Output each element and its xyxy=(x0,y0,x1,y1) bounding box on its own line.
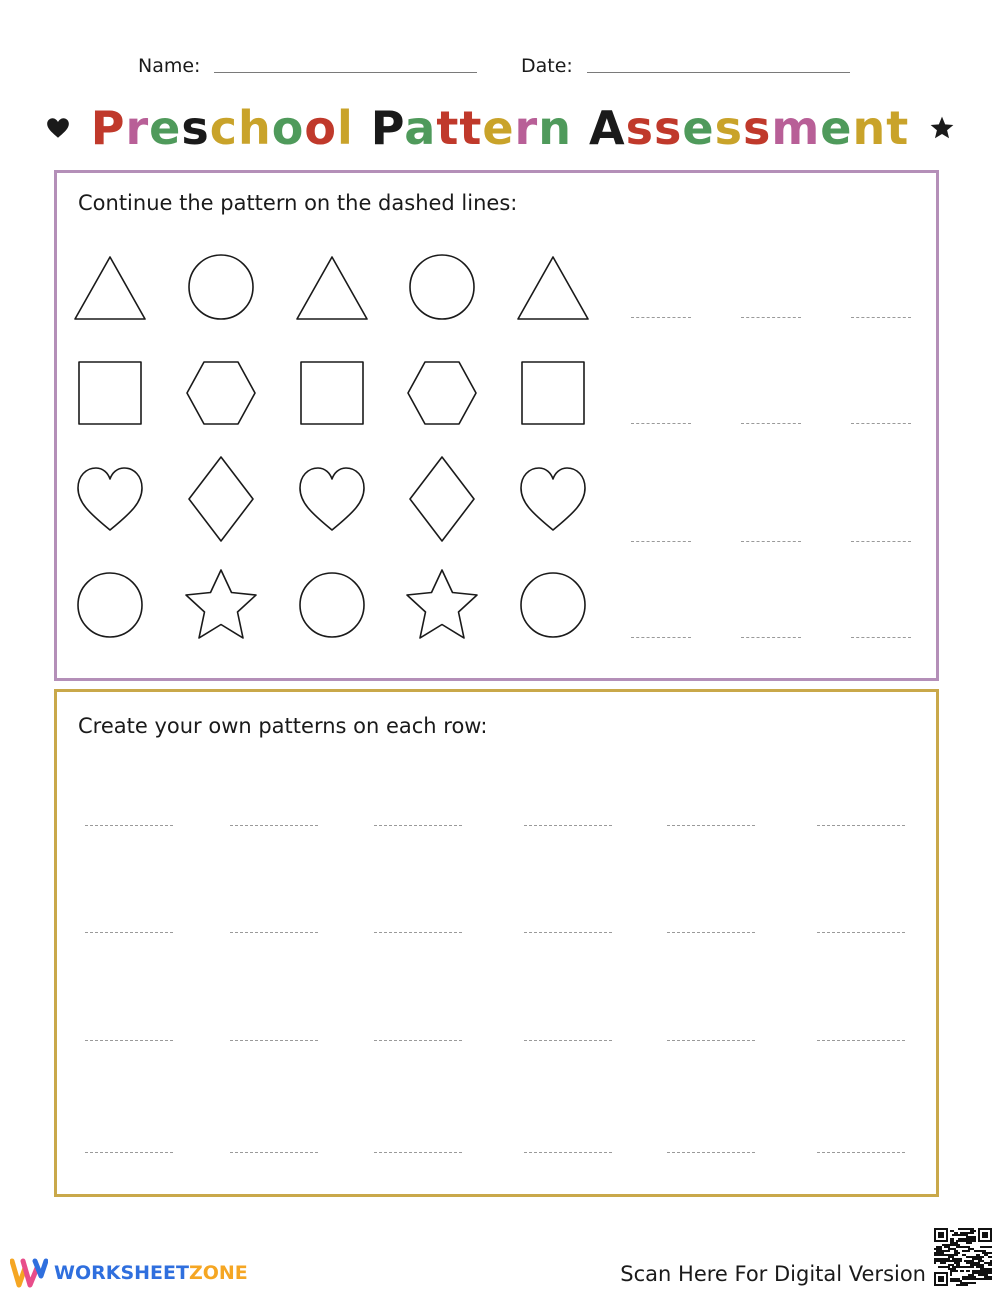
triangle-shape xyxy=(296,253,368,321)
title-letter: c xyxy=(209,101,239,155)
title-letter: n xyxy=(852,101,887,155)
logo-worksheet-text: WORKSHEET xyxy=(54,1262,189,1284)
answer-blank[interactable] xyxy=(631,637,691,638)
create-blank[interactable] xyxy=(374,1040,462,1041)
star-icon xyxy=(929,115,955,141)
heart-shape xyxy=(517,464,589,534)
answer-blank[interactable] xyxy=(741,423,801,424)
title-letter: a xyxy=(404,101,437,155)
title-row xyxy=(0,96,1000,160)
title-letter: P xyxy=(90,101,126,155)
create-blank[interactable] xyxy=(524,1152,612,1153)
create-blank[interactable] xyxy=(524,825,612,826)
create-blank[interactable] xyxy=(230,932,318,933)
circle-shape xyxy=(185,251,257,323)
hexagon-shape xyxy=(406,357,478,429)
create-blank[interactable] xyxy=(85,932,173,933)
title-letter xyxy=(354,101,371,155)
create-blank[interactable] xyxy=(524,1040,612,1041)
title-letter: m xyxy=(771,101,821,155)
title-letter: e xyxy=(682,101,715,155)
title-letter: l xyxy=(337,101,354,155)
title-letter: s xyxy=(714,101,743,155)
create-blank[interactable] xyxy=(374,1152,462,1153)
create-blank[interactable] xyxy=(817,1152,905,1153)
title-letter: e xyxy=(482,101,515,155)
create-blank[interactable] xyxy=(85,1152,173,1153)
answer-blank[interactable] xyxy=(741,637,801,638)
create-blank[interactable] xyxy=(85,825,173,826)
page-title xyxy=(91,101,910,155)
title-letter: r xyxy=(125,101,150,155)
heart-shape xyxy=(296,464,368,534)
heart-icon xyxy=(45,115,71,141)
diamond-shape xyxy=(406,455,478,543)
square-shape xyxy=(74,357,146,429)
qr-code-icon[interactable] xyxy=(934,1228,992,1286)
create-blank[interactable] xyxy=(817,932,905,933)
answer-blank[interactable] xyxy=(631,423,691,424)
create-blank[interactable] xyxy=(374,932,462,933)
pattern-create-panel xyxy=(54,689,939,1197)
date-field[interactable] xyxy=(587,72,850,73)
star-shape xyxy=(185,568,257,642)
answer-blank[interactable] xyxy=(851,637,911,638)
title-letter xyxy=(572,101,589,155)
section2-heading: Create your own patterns on each row: xyxy=(78,714,488,738)
section1-heading: Continue the pattern on the dashed lines: xyxy=(78,191,518,215)
create-blank[interactable] xyxy=(230,1040,318,1041)
logo-w-icon xyxy=(10,1258,48,1288)
create-blank[interactable] xyxy=(374,825,462,826)
title-letter: o xyxy=(271,101,305,155)
answer-blank[interactable] xyxy=(741,317,801,318)
logo-zone-text: ZONE xyxy=(188,1262,248,1284)
title-letter: t xyxy=(886,101,910,155)
triangle-shape xyxy=(517,253,589,321)
create-blank[interactable] xyxy=(667,932,755,933)
name-field[interactable] xyxy=(214,72,477,73)
star-shape xyxy=(406,568,478,642)
create-blank[interactable] xyxy=(667,1152,755,1153)
title-letter: e xyxy=(149,101,182,155)
title-letter: t xyxy=(436,101,460,155)
title-letter: s xyxy=(625,101,654,155)
title-letter: s xyxy=(742,101,772,155)
title-letter: h xyxy=(238,101,272,155)
scan-caption: Scan Here For Digital Version xyxy=(620,1262,926,1286)
circle-shape xyxy=(517,569,589,641)
date-label: Date: xyxy=(521,55,573,77)
title-letter: s xyxy=(653,101,683,155)
heart-shape xyxy=(74,464,146,534)
create-blank[interactable] xyxy=(817,825,905,826)
answer-blank[interactable] xyxy=(631,541,691,542)
diamond-shape xyxy=(185,455,257,543)
answer-blank[interactable] xyxy=(851,317,911,318)
answer-blank[interactable] xyxy=(631,317,691,318)
circle-shape xyxy=(74,569,146,641)
circle-shape xyxy=(406,251,478,323)
answer-blank[interactable] xyxy=(741,541,801,542)
title-letter: A xyxy=(588,101,626,155)
title-letter: n xyxy=(538,101,572,155)
title-letter: e xyxy=(820,101,853,155)
create-blank[interactable] xyxy=(667,1040,755,1041)
create-blank[interactable] xyxy=(230,825,318,826)
triangle-shape xyxy=(74,253,146,321)
create-blank[interactable] xyxy=(524,932,612,933)
hexagon-shape xyxy=(185,357,257,429)
create-blank[interactable] xyxy=(230,1152,318,1153)
title-letter: s xyxy=(181,101,210,155)
square-shape xyxy=(517,357,589,429)
square-shape xyxy=(296,357,368,429)
create-blank[interactable] xyxy=(817,1040,905,1041)
name-label: Name: xyxy=(138,55,201,77)
title-letter: r xyxy=(514,101,539,155)
title-letter: o xyxy=(304,101,337,155)
title-letter: P xyxy=(370,101,405,155)
worksheetzone-logo xyxy=(10,1258,248,1288)
circle-shape xyxy=(296,569,368,641)
create-blank[interactable] xyxy=(667,825,755,826)
answer-blank[interactable] xyxy=(851,541,911,542)
title-letter: t xyxy=(459,101,483,155)
create-blank[interactable] xyxy=(85,1040,173,1041)
answer-blank[interactable] xyxy=(851,423,911,424)
